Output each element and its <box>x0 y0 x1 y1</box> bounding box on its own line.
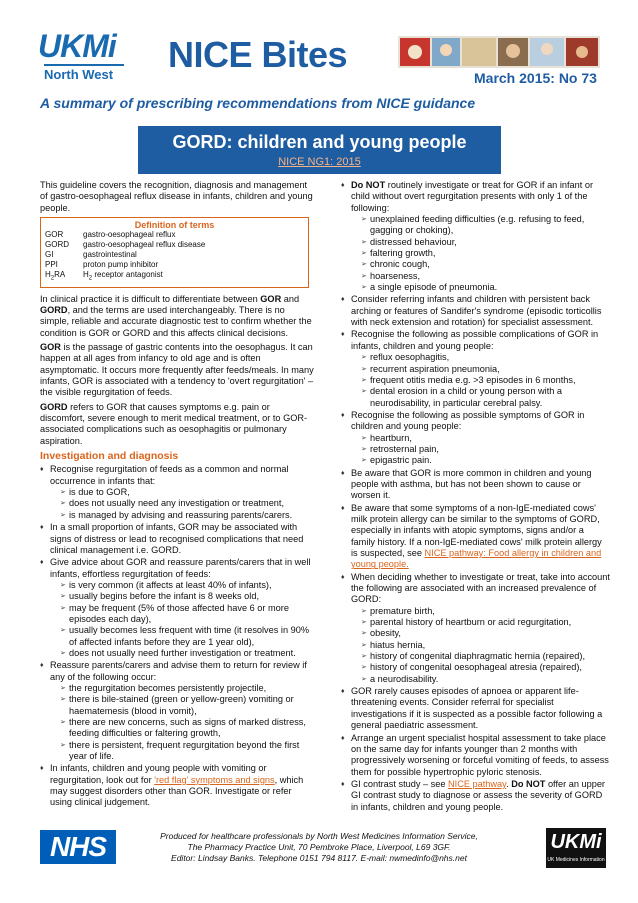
sub-list-item: ➢ usually becomes less frequent with time (it resolves in 90% of affected infants before they are 1 year old), <box>60 625 315 648</box>
sub-list-item: ➢ a single episode of pneumonia. <box>361 282 610 293</box>
logo-ukmi-text: UKMi <box>38 28 116 64</box>
sub-list <box>351 606 610 685</box>
sub-list-item: ➢ premature birth, <box>361 606 610 617</box>
topic-title: GORD: children and young people <box>172 132 467 152</box>
definition-row <box>45 260 205 270</box>
sub-list-item: ➢ hoarseness, <box>361 271 610 282</box>
sub-list-item: ➢ there is bile-stained (green or yellow-green) vomiting or haematemesis (blood in vomit), <box>60 694 315 717</box>
text-run: When deciding whether to investigate or treat, take into account the following are associated with an increased prevalence of GORD: <box>351 571 610 605</box>
text-run: , which may suggest disorders other than GOR. Investigate or refer using clinical judgement. <box>50 774 304 808</box>
recommendations-list <box>341 180 610 813</box>
left-column <box>40 180 315 810</box>
ukmi-footer-subtext: UK Medicines Information <box>547 857 605 863</box>
sub-list-item: ➢ does not usually need further investigation or treatment. <box>60 648 315 659</box>
nice-pathway-link[interactable]: NICE pathway <box>448 778 507 789</box>
text-run: offer an upper GI contrast study to diagnose or assess the severity of GORD in infants, children and young people. <box>351 778 605 812</box>
bold-run: GOR <box>40 342 61 352</box>
list-item <box>341 180 610 293</box>
list-item <box>40 763 315 808</box>
ukmi-footer-logo <box>546 828 606 868</box>
text-run: Recognise the following as possible complications of GOR in infants, children and young people: <box>351 329 599 351</box>
list-item <box>341 410 610 467</box>
text-run: routinely investigate or treat for GOR if an infant or child without overt regurgitation presents with only 1 of the following: <box>351 180 594 213</box>
definition-term: $H_2$ receptor antagonist <box>83 270 163 282</box>
bold-run: GORD <box>40 304 68 315</box>
page-title: NICE Bites <box>168 34 348 75</box>
header-photo-collage <box>398 36 600 68</box>
sub-list-item: ➢ obesity, <box>361 628 610 639</box>
section-heading: Investigation and diagnosis <box>40 450 179 463</box>
gord-definition-paragraph <box>40 402 315 447</box>
text-run: In clinical practice it is difficult to differentiate between <box>40 293 261 304</box>
text-run: Recognise regurgitation of feeds as a common and normal occurrence in infants that: <box>50 464 289 486</box>
sub-list <box>50 580 315 659</box>
definition-term: gastro-oesophageal reflux <box>83 230 176 240</box>
logo-region-text: North West <box>44 64 124 82</box>
sub-list-item: ➢ chronic cough, <box>361 259 610 270</box>
sub-list <box>351 352 610 409</box>
sub-list-item: ➢ retrosternal pain, <box>361 444 610 455</box>
sub-list <box>351 433 610 467</box>
definition-abbr: PPI <box>45 260 58 270</box>
list-item <box>341 572 610 685</box>
text-run: . <box>506 778 512 789</box>
text-run: and <box>281 293 300 304</box>
list-item <box>341 329 610 408</box>
text-run: In infants, children and young people with vomiting or regurgitation, look out for <box>50 763 267 785</box>
list-item <box>341 503 610 571</box>
list-item: ♦ Be aware that GOR is more common in children and young people with asthma, but has not been shown to cause or worsen it. <box>341 468 610 502</box>
list-item <box>341 779 610 813</box>
list-item: ♦ GOR rarely causes episodes of apnoea or apparent life-threatening events. Consider referral for specialist investigations if it is suspected as a possible factor following a general paediatric assessment. <box>341 686 610 731</box>
list-item: ♦ Consider referring infants and children with persistent back arching or features of Sandifer's syndrome (episodic torticollis with neck extension and rotation) for specialist assessment. <box>341 294 610 328</box>
bold-run: GORD <box>40 401 68 412</box>
sub-list-item: ➢ unexplained feeding difficulties (e.g. refusing to feed, gagging or choking), <box>361 214 610 237</box>
sub-list <box>351 214 610 293</box>
sub-list-item: ➢ reflux oesophagitis, <box>361 352 610 363</box>
sub-list-item: ➢ parental history of heartburn or acid regurgitation, <box>361 617 610 628</box>
footer-text <box>130 831 508 864</box>
text-run: is the passage of gastric contents into the oesophagus. It can happen at all ages from infancy to old age and is often asymptomatic. It occurs more frequently after feeds/meals. In many infants, GOR is associated with a tendency to 'overt regurgitation' – the visible regurgitation of feeds. <box>40 342 314 398</box>
sub-list-item: ➢ a neurodisability. <box>361 674 610 685</box>
sub-list-item: ➢ history of congenital oesophageal atresia (repaired), <box>361 662 610 673</box>
sub-list-item: ➢ is due to GOR, <box>60 487 315 498</box>
footer-line: Produced for healthcare professionals by North West Medicines Information Service, <box>160 831 478 841</box>
list-item: ♦ Arrange an urgent specialist hospital assessment to take place on the same day for infants younger than 2 months with progressively worsening or forceful vomiting of feeds, to assess them for possible hypertrophic pyloric stenosis. <box>341 733 610 778</box>
issue-label: March 2015: No 73 <box>474 70 597 86</box>
definition-abbr: GOR <box>45 230 64 240</box>
sub-list-item: ➢ faltering growth, <box>361 248 610 259</box>
sub-list-item: ➢ recurrent aspiration pneumonia, <box>361 364 610 375</box>
topic-banner <box>138 126 501 174</box>
food-allergy-pathway-link[interactable]: NICE pathway: Food allergy in children and young people. <box>351 548 602 570</box>
sub-list <box>50 683 315 762</box>
footer-line: Editor: Lindsay Banks. Telephone 0151 794 8117. E-mail: nwmedinfo@nhs.net <box>171 853 467 863</box>
guideline-ref-link[interactable]: NICE NG1: 2015 <box>278 156 361 168</box>
text-run: Reassure parents/carers and advise them to return for review if any of the following occur: <box>50 660 307 682</box>
sub-list-item: ➢ distressed behaviour, <box>361 237 610 248</box>
sub-list-item: ➢ the regurgitation becomes persistently projectile, <box>60 683 315 694</box>
nhs-logo: NHS <box>40 830 116 864</box>
definitions-heading: Definition of terms <box>134 220 215 231</box>
sub-list-item: ➢ epigastric pain. <box>361 455 610 466</box>
red-flag-link[interactable]: 'red flag' symptoms and signs <box>154 774 275 785</box>
text-run: refers to GOR that causes symptoms e.g. pain or discomfort, severe enough to merit medical treatment, or to GOR-associated complications such as oesophagitis or pulmonary aspiration. <box>40 401 308 446</box>
summary-subtitle: A summary of prescribing recommendations from NICE guidance <box>40 95 476 111</box>
list-item: ♦ In a small proportion of infants, GOR may be associated with signs of distress or lead to recognised complications that need clinical management i.e. GORD. <box>40 522 315 556</box>
text-run: GI contrast study – see <box>351 778 449 789</box>
definition-abbr: $H_2RA$ <box>45 270 66 282</box>
text-run: Be aware that some symptoms of a non-IgE-mediated cows' milk protein allergy can be similar to the symptoms of GORD, especially in infants with atopic symptoms, signs and/or a family history. If a non-IgE-mediated cows' milk protein allergy is suspected, see <box>351 502 602 558</box>
sub-list-item: ➢ dental erosion in a child or young person with a neurodisability, in particular cerebral palsy. <box>361 386 610 409</box>
ukmi-footer-text: UKMi <box>550 831 602 853</box>
gor-gord-paragraph <box>40 294 315 339</box>
definition-abbr: GORD <box>45 240 69 250</box>
definitions-box <box>40 217 309 288</box>
bold-run: Do NOT <box>351 180 386 190</box>
sub-list-item: ➢ usually begins before the infant is 8 weeks old, <box>60 591 315 602</box>
sub-list-item: ➢ history of congenital diaphragmatic hernia (repaired), <box>361 651 610 662</box>
sub-list-item: ➢ there is persistent, frequent regurgitation beyond the first year of life. <box>60 740 315 763</box>
definition-row <box>45 250 205 260</box>
bold-run: GOR <box>260 293 282 304</box>
footer-line: The Pharmacy Practice Unit, 70 Pembroke Place, Liverpool, L69 3GF. <box>187 842 451 852</box>
list-item <box>40 464 315 521</box>
definition-row <box>45 240 205 250</box>
definition-term: gastrointestinal <box>83 250 137 260</box>
intro-text: This guideline covers the recognition, diagnosis and management of gastro-oesophageal reflux disease in infants, children and young people. <box>40 180 313 213</box>
sub-list-item: ➢ may be frequent (5% of those affected have 6 or more episodes each day), <box>60 603 315 626</box>
text-run: , and the terms are used interchangeably. There is no simple, reliable and accurate diagnostic test to confirm whether the condition is GOR or GORD and this affects clinical decisions. <box>40 304 312 338</box>
gor-definition-paragraph <box>40 342 315 399</box>
recommendations-list <box>40 464 315 808</box>
sub-list-item: ➢ frequent otitis media e.g. >3 episodes in 6 months, <box>361 375 610 386</box>
bold-run: Do NOT <box>511 778 546 789</box>
sub-list-item: ➢ does not usually need any investigation or treatment, <box>60 498 315 509</box>
sub-list-item: ➢ is managed by advising and reassuring parents/carers. <box>60 510 315 521</box>
ukmi-logo <box>38 30 138 84</box>
definition-row <box>45 230 205 240</box>
text-run: Give advice about GOR and reassure parents/carers that in well infants, effortless regurgitation of feeds: <box>50 557 311 579</box>
sub-list-item: ➢ there are new concerns, such as signs of marked distress, feeding difficulties or faltering growth, <box>60 717 315 740</box>
sub-list-item: ➢ hiatus hernia, <box>361 640 610 651</box>
definition-term: gastro-oesophageal reflux disease <box>83 240 206 250</box>
right-column <box>341 180 610 814</box>
definition-term: proton pump inhibitor <box>83 260 159 270</box>
list-item <box>40 557 315 659</box>
sub-list <box>50 487 315 521</box>
definition-row <box>45 270 205 284</box>
text-run: Recognise the following as possible symptoms of GOR in children and young people: <box>351 409 585 432</box>
definition-abbr: GI <box>45 250 54 260</box>
sub-list-item: ➢ is very common (it affects at least 40% of infants), <box>60 580 315 591</box>
definitions-table <box>45 230 205 284</box>
list-item <box>40 660 315 762</box>
sub-list-item: ➢ heartburn, <box>361 433 610 444</box>
